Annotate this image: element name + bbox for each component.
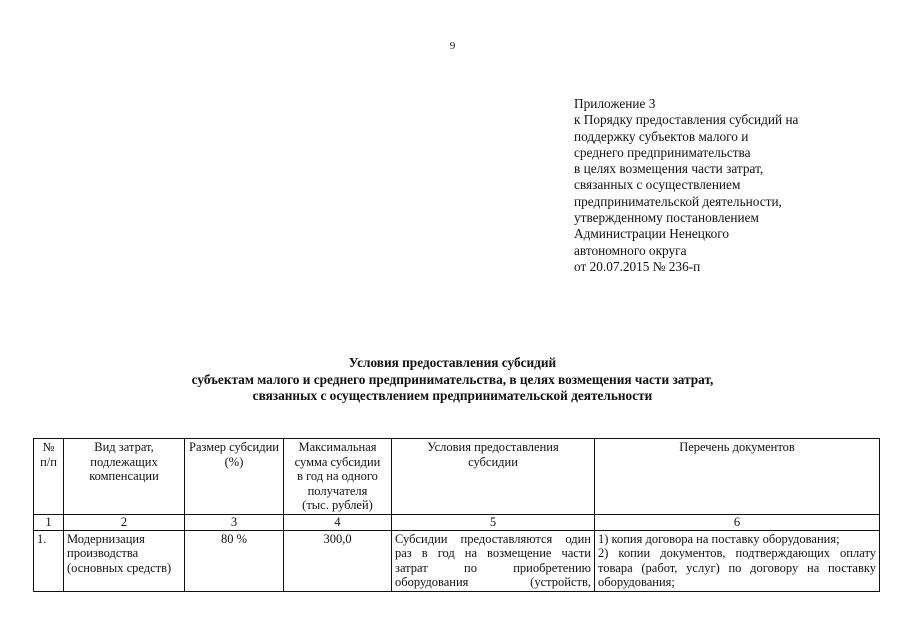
appendix-line: утвержденному постановлением [574,210,759,226]
appendix-line: Приложение 3 [574,96,656,111]
title-line: Условия предоставления субсидий [348,355,557,370]
conditions-table [33,438,880,592]
column-number: 6 [595,514,880,530]
column-number: 4 [284,514,392,530]
column-number: 1 [34,514,64,530]
column-number: 2 [64,514,185,530]
title-line: связанных с осуществлением предпринимательской деятельности [252,388,653,403]
header-conditions: Условия предоставления субсидии [392,439,595,515]
document-title [0,355,905,405]
table-row [34,530,880,591]
row-max-sum: 300,0 [284,530,392,591]
appendix-line: в целях возмещения части затрат, [574,161,764,177]
appendix-line: автономного округа [574,242,687,258]
column-number: 3 [185,514,284,530]
row-subsidy-size: 80 % [185,530,284,591]
header-max-sum: Максимальная сумма субсидии в год на одного получателя (тыс. рублей) [284,439,392,515]
appendix-line: Администрации Ненецкого [574,226,730,242]
row-num: 1. [34,530,64,591]
page-number: 9 [449,40,456,52]
appendix-line: к Порядку предоставления субсидий на [574,112,799,128]
appendix-note [574,96,894,275]
header-num: № п/п [34,439,64,515]
header-subsidy-size: Размер субсидии (%) [185,439,284,515]
table-header-row [34,439,880,515]
appendix-line: от 20.07.2015 № 236-п [574,258,701,274]
appendix-line: среднего предпринимательства [574,144,751,160]
header-cost-type: Вид затрат, подлежащих компенсации [64,439,185,515]
column-number-row [34,514,880,530]
title-line: субъектам малого и среднего предпринимательства, в целях возмещения части затрат, [191,371,714,387]
row-cost-type: Модернизация производства (основных средств) [64,530,185,591]
column-number: 5 [392,514,595,530]
row-documents: 1) копия договора на поставку оборудования; 2) копии документов, подтверждающих оплату товара (работ, услуг) по договору на поставку оборудования; [595,530,880,591]
appendix-line: связанных с осуществлением [574,177,741,193]
appendix-line: поддержку субъектов малого и [574,128,749,144]
header-documents: Перечень документов [595,439,880,515]
row-conditions: Субсидии предоставляются один раз в год на возмещение части затрат по приобретению оборудования (устройств, [392,530,595,591]
appendix-line: предпринимательской деятельности, [574,193,782,209]
